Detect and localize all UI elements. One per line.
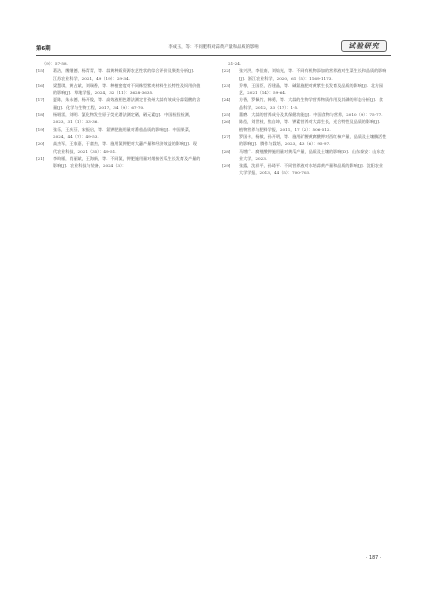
references-left-column — [36, 60, 201, 169]
reference-entry — [222, 82, 387, 97]
reference-text: （9）：57-58. — [42, 61, 68, 66]
reference-text: 杨唱雷，刘明．氯化物发生原子荧光谱法测定硒，硒元素[J]．中国检验检测，2023，31（1）：33-36. — [53, 112, 193, 125]
reference-number: [27] — [222, 133, 231, 139]
reference-entry — [36, 140, 201, 155]
reference-entry — [222, 118, 387, 133]
reference-entry — [222, 148, 387, 163]
header-rule — [36, 55, 391, 56]
reference-number: [26] — [222, 119, 231, 125]
reference-text: 董磨．大蒜的营养成分及其保健功能[J]．中国食物与营养，2010（9）：75-77. — [239, 112, 383, 118]
reference-text: 葛洁，鹰继德，杨青青，等．蒜黄种质资源农艺性状的综合评价及聚类分析[J]．江苏农业科学，2021，49（19）：29-34. — [53, 68, 198, 81]
reference-text: 陈莅，刘世枝，焦自坤，等．钾素营养对大蒜生长，光合特性及品质的影响[J]．植物营养与肥料学报，2011，17（2）：506-512. — [239, 119, 384, 132]
reference-entry — [36, 82, 201, 97]
reference-text: 张露，沈祥平，孙琦平．不同营养液对水培蒜黄产量和品质的影响[J]．沈阳农业大学学报，2013，44（5）：700-703. — [239, 163, 384, 176]
reference-number: [23] — [222, 82, 231, 88]
reference-number: [20] — [36, 141, 45, 147]
reference-text: 罗国卡，杨敏，孙开明，等．施用矿腰黄腐酸钾对西红柿产量，品质及土壤酶活性的影响[J]．腾作与栽培，2023，43（6）：95-97. — [239, 133, 387, 147]
reference-entry — [36, 96, 201, 111]
reference-text: 高杰军，王家嘉，于童杰，等．施用氮钾肥对大蕙产量和经济效益的影响[J]．现代农业科技，2021（35）：49-51. — [53, 141, 198, 154]
reference-number: [22] — [222, 68, 231, 74]
reference-number: [15] — [36, 68, 45, 74]
reference-number: [29] — [222, 163, 231, 169]
reference-text: 梁慧琪，黄占斌，刘瑞香，等．种植密度对不同株型紫麦材料生长特性及饲用价值的影响[J]．草地学报，2024，32（11）：3628-3635. — [53, 82, 201, 96]
reference-entry — [36, 67, 201, 82]
reference-entry — [222, 111, 387, 118]
page-number: · 187 · — [366, 556, 382, 561]
reference-number: [28] — [222, 148, 231, 154]
reference-text: 夏陈，朱永德，杨开俊，等．高效液相色谱法测定甘孜州大蒜有效成分蒜氨酸的含量[J]．化学与生物工程，2017，34（9）：67-70. — [53, 97, 201, 110]
reference-entry — [36, 60, 201, 67]
reference-text: 21-24. — [228, 61, 242, 66]
reference-number: [24] — [222, 97, 231, 103]
reference-text: 乔尊，王国臣，吞建晶，等．碱氮施肥对黄紫生长发育及品质的影响[J]．北方园艺，2021（14）：59-64. — [239, 82, 384, 96]
reference-text: 张兴洪，李佳南，刘灿光，等．不同有机物添加的营养液对生菜生长和品质的影响[J]．浙江农业科学，2020，61（5）：1169-1173. — [239, 68, 387, 81]
reference-text: 张乐，王庆芬，宋振启，等．氮钾肥施用量对番茄品质的影响[J]．中国果菜，2024，44（7）：49-53. — [53, 126, 193, 139]
reference-entry — [36, 126, 201, 141]
reference-number: [18] — [36, 112, 45, 118]
issue-label: 第6期 — [36, 46, 51, 52]
reference-entry — [222, 162, 387, 177]
references-right-column — [222, 60, 387, 177]
section-badge: 试验研究 — [341, 40, 387, 52]
reference-text: 李昀雁，肖丽斌，王海新，等．不同氮，钾肥施用量对烟接苦瓜生长发育及产量的影响[J]．农业科技与装备，2024（3）： — [53, 155, 201, 169]
reference-number: [19] — [36, 126, 45, 132]
reference-number: [25] — [222, 112, 231, 118]
reference-entry — [222, 60, 387, 67]
reference-entry — [36, 111, 201, 126]
page-header — [0, 0, 427, 60]
running-title: 李成玉，等：不同肥料对蒜黄产量和品质的影响 — [168, 45, 259, 50]
reference-entry — [36, 155, 201, 170]
reference-entry — [222, 96, 387, 111]
reference-entry — [222, 133, 387, 148]
reference-text: 方香，罗佩竹，韩勇，等．大蒜的生物学营养物质作用及其磷的形态分析[J]．食品科学，2012，33（17）：1-5. — [239, 97, 384, 110]
reference-entry — [222, 67, 387, 82]
reference-number: [21] — [36, 155, 45, 161]
reference-text: 马增广．腐殖酸钾施用量对黄瓜产量，品质及土壤的影响[D]．山东泰安：山东农业大学，2023. — [239, 148, 385, 161]
reference-number: [16] — [36, 82, 45, 88]
reference-number: [17] — [36, 97, 45, 103]
